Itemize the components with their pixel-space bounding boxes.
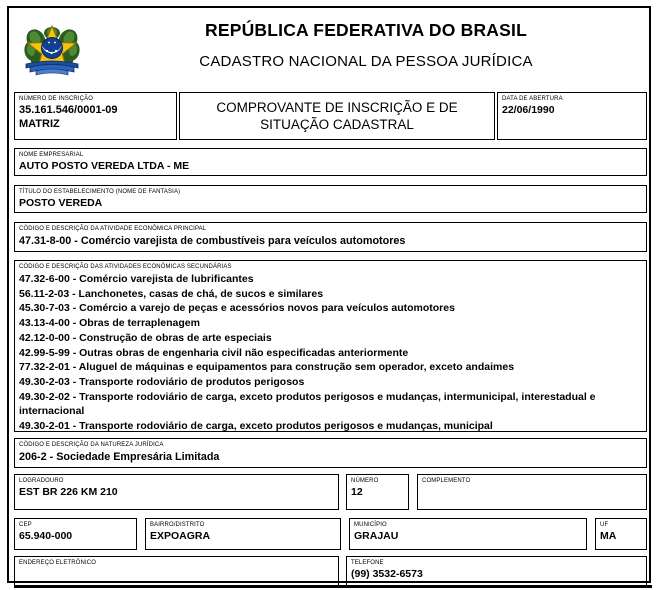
field-caption: TÍTULO DO ESTABELECIMENTO (NOME DE FANTASIA)	[19, 188, 181, 195]
field-caption: UF	[600, 521, 609, 528]
page-title: REPÚBLICA FEDERATIVA DO BRASIL	[205, 20, 527, 40]
field-caption: NÚMERO	[351, 477, 379, 484]
field-titulo-estabelecimento	[14, 185, 647, 213]
field-value: 22/06/1990	[502, 104, 555, 116]
field-caption: NÚMERO DE INSCRIÇÃO	[19, 95, 94, 102]
field-caption: ENDEREÇO ELETRÔNICO	[19, 559, 97, 566]
field-value: EXPOAGRA	[150, 530, 211, 542]
secondary-activity-item: 43.13-4-00 - Obras de terraplenagem	[19, 317, 200, 330]
field-telefone	[346, 556, 647, 588]
field-value: (99) 3532-6573	[351, 568, 423, 580]
field-atividades-secundarias	[14, 260, 647, 432]
secondary-activity-item: 77.32-2-01 - Aluguel de máquinas e equipamentos para construção sem operador, exceto andaimes	[19, 361, 515, 374]
bottom-divider	[14, 585, 652, 588]
page-subtitle: CADASTRO NACIONAL DA PESSOA JURÍDICA	[199, 53, 533, 70]
field-caption: CEP	[19, 521, 32, 528]
certificate-title-box	[179, 92, 495, 140]
field-numero-inscricao	[14, 92, 177, 140]
field-value: 206-2 - Sociedade Empresária Limitada	[19, 451, 220, 463]
secondary-activity-item: 49.30-2-03 - Transporte rodoviário de produtos perigosos	[19, 375, 305, 388]
field-value: 65.940-000	[19, 530, 73, 542]
field-value: EST BR 226 KM 210	[19, 486, 118, 498]
field-nome-empresarial	[14, 148, 647, 176]
field-value: AUTO POSTO VEREDA LTDA - ME	[19, 160, 190, 172]
secondary-activity-item: 45.30-7-03 - Comércio a varejo de peças e acessórios novos para veículos automotores	[19, 302, 455, 315]
field-value-cnpj: 35.161.546/0001-09	[19, 104, 118, 116]
document-header	[9, 8, 649, 87]
field-caption: LOGRADOURO	[19, 477, 64, 484]
field-logradouro	[14, 474, 339, 510]
field-value: MA	[600, 530, 617, 542]
field-municipio	[349, 518, 587, 550]
field-cep	[14, 518, 137, 550]
secondary-activity-item: 42.12-0-00 - Construção de obras de arte especiais	[19, 331, 272, 344]
field-uf	[595, 518, 647, 550]
field-value: GRAJAU	[354, 530, 399, 542]
secondary-activity-item: 49.30-2-02 - Transporte rodoviário de carga, exceto produtos perigosos e mudanças, intermunicipal, interestadual e internacional	[19, 390, 596, 418]
certificate-title: COMPROVANTE DE INSCRIÇÃO E DE SITUAÇÃO CADASTRAL	[216, 100, 458, 132]
field-caption: NOME EMPRESARIAL	[19, 151, 84, 158]
field-value: 12	[351, 486, 363, 498]
field-natureza-juridica	[14, 438, 647, 468]
secondary-activity-item: 47.32-6-00 - Comércio varejista de lubrificantes	[19, 273, 254, 285]
field-data-abertura	[497, 92, 647, 140]
document-frame	[7, 6, 651, 583]
field-caption: TELEFONE	[351, 559, 384, 566]
field-caption: CÓDIGO E DESCRIÇÃO DAS ATIVIDADES ECONÔMICAS SECUNDÁRIAS	[19, 263, 232, 270]
field-value: 47.31-8-00 - Comércio varejista de combustíveis para veículos automotores	[19, 235, 406, 247]
field-caption: CÓDIGO E DESCRIÇÃO DA NATUREZA JURÍDICA	[19, 441, 164, 448]
field-complemento	[417, 474, 647, 510]
secondary-activity-item: 49.30-2-01 - Transporte rodoviário de carga, exceto produtos perigosos e mudanças, municipal	[19, 420, 493, 432]
field-value: POSTO VEREDA	[19, 197, 103, 209]
field-bairro-distrito	[145, 518, 341, 550]
secondary-activity-item: 42.99-5-99 - Outras obras de engenharia civil não especificadas anteriormente	[19, 346, 409, 359]
field-value-matriz: MATRIZ	[19, 118, 60, 130]
secondary-activities-list	[19, 272, 642, 432]
header-titles	[89, 18, 643, 73]
field-caption: BAIRRO/DISTRITO	[150, 521, 205, 528]
field-endereco-eletronico	[14, 556, 339, 588]
field-caption: CÓDIGO E DESCRIÇÃO DA ATIVIDADE ECONÔMICA PRINCIPAL	[19, 225, 207, 232]
secondary-activity-item: 56.11-2-03 - Lanchonetes, casas de chá, de sucos e similares	[19, 287, 324, 300]
field-numero	[346, 474, 409, 510]
brazil-coat-of-arms-icon	[22, 20, 82, 80]
field-caption: DATA DE ABERTURA	[502, 95, 563, 102]
field-caption: COMPLEMENTO	[422, 477, 471, 484]
field-atividade-principal	[14, 222, 647, 252]
field-caption: MUNICÍPIO	[354, 521, 387, 528]
